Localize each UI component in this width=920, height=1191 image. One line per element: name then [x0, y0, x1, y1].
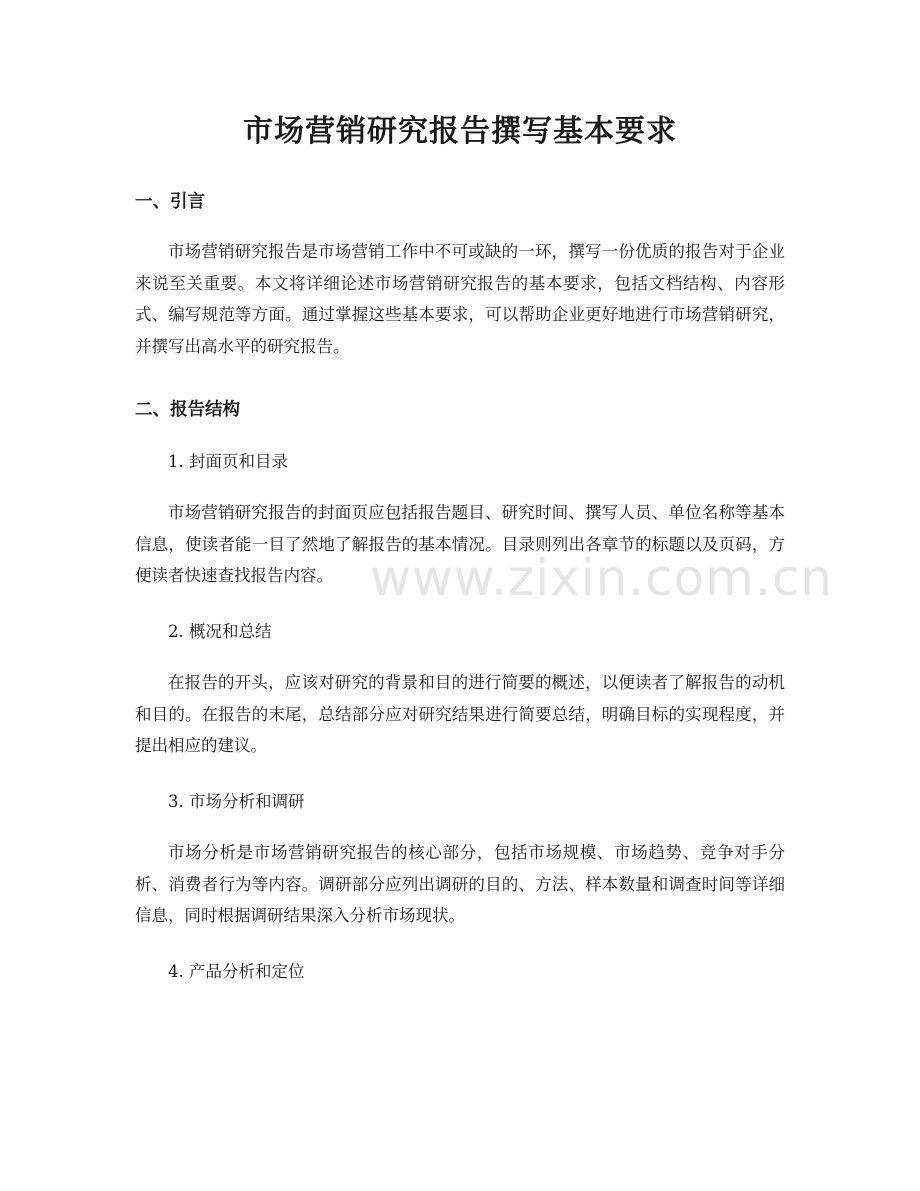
subsection-heading-product-analysis: 4. 产品分析和定位 — [168, 962, 305, 981]
page-title: 市场营销研究报告撰写基本要求 — [243, 114, 677, 149]
section-heading-report-structure: 二、报告结构 — [135, 400, 240, 420]
subsection-heading-market-analysis: 3. 市场分析和调研 — [168, 792, 305, 811]
section-heading-introduction: 一、引言 — [135, 192, 205, 212]
subsection-paragraph-market-analysis: 市场分析是市场营销研究报告的核心部分，包括市场规模、市场趋势、竞争对手分析、消费者行为等内容。调研部分应列出调研的目的、方法、样本数量和调查时间等详细信息，同时根据调研结果深入分析市场现状。 — [135, 843, 785, 925]
section-paragraph-introduction: 市场营销研究报告是市场营销工作中不可或缺的一环，撰写一份优质的报告对于企业来说至关重要。本文将详细论述市场营销研究报告的基本要求，包括文档结构、内容形式、编写规范等方面。通过掌握这些基本要求，可以帮助企业更好地进行市场营销研究，并撰写出高水平的研究报告。 — [135, 242, 785, 356]
watermark: www.zixin.com.cn — [370, 549, 834, 607]
subsection-heading-overview-and-summary: 2. 概况和总结 — [168, 622, 272, 641]
subsection-heading-cover-and-toc: 1. 封面页和目录 — [168, 452, 288, 471]
subsection-paragraph-overview-and-summary: 在报告的开头，应该对研究的背景和目的进行简要的概述，以便读者了解报告的动机和目的。在报告的末尾，总结部分应对研究结果进行简要总结，明确目标的实现程度，并提出相应的建议。 — [135, 673, 785, 755]
subsection-paragraph-cover-and-toc: 市场营销研究报告的封面页应包括报告题目、研究时间、撰写人员、单位名称等基本信息，使读者能一目了然地了解报告的基本情况。目录则列出各章节的标题以及页码，方便读者快速查找报告内容。 — [135, 503, 785, 585]
